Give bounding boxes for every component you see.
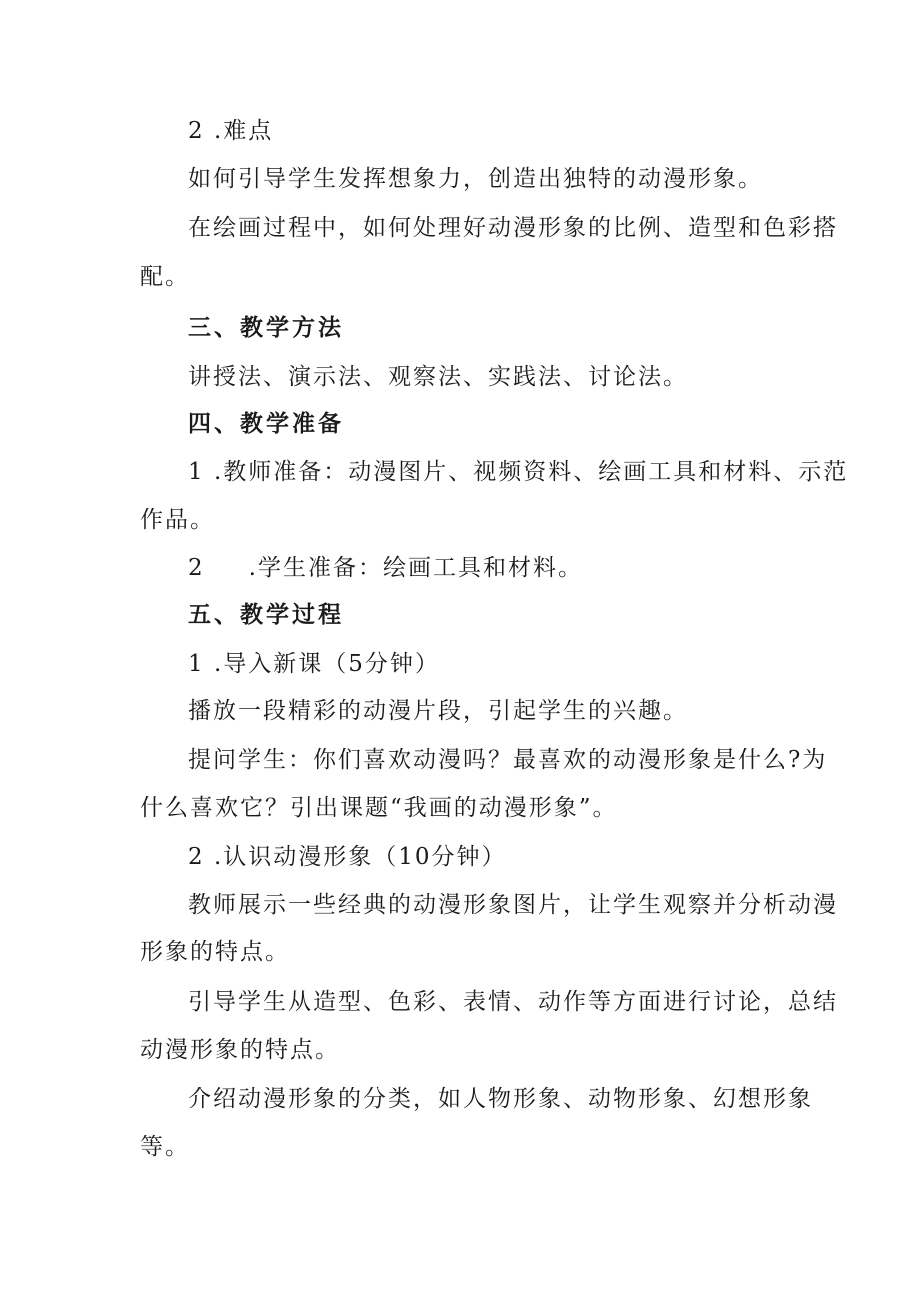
step-1-title: 1 .导入新课（5分钟） xyxy=(188,651,440,677)
student-preparation-text: .学生准备：绘画工具和材料。 xyxy=(248,555,583,581)
section-4-heading: 四、教学准备 xyxy=(188,410,344,437)
teacher-preparation-line-2: 作品。 xyxy=(140,507,215,533)
step-1-paragraph-2-line-2: 什么喜欢它？引出课题“我画的动漫形象”。 xyxy=(140,795,618,821)
step-2-paragraph-3-line-2: 等。 xyxy=(140,1134,190,1160)
section-5-heading: 五、教学过程 xyxy=(188,601,344,628)
step-2-paragraph-1-line-1: 教师展示一些经典的动漫形象图片，让学生观察并分析动漫 xyxy=(188,892,838,918)
section-3-heading: 三、教学方法 xyxy=(188,314,344,341)
section-3-content: 讲授法、演示法、观察法、实践法、讨论法。 xyxy=(188,364,688,390)
step-2-paragraph-2-line-2: 动漫形象的特点。 xyxy=(140,1037,340,1063)
step-2-paragraph-1-line-2: 形象的特点。 xyxy=(140,939,290,965)
step-1-paragraph-2-line-1: 提问学生：你们喜欢动漫吗？最喜欢的动漫形象是什么?为 xyxy=(188,747,828,773)
step-1-paragraph-1: 播放一段精彩的动漫片段，引起学生的兴趣。 xyxy=(188,698,688,724)
teacher-preparation-line-1: 1 .教师准备：动漫图片、视频资料、绘画工具和材料、示范 xyxy=(188,459,849,485)
difficulty-paragraph-1: 如何引导学生发挥想象力，创造出独特的动漫形象。 xyxy=(188,166,763,192)
step-2-paragraph-2-line-1: 引导学生从造型、色彩、表情、动作等方面进行讨论，总结 xyxy=(188,989,838,1015)
step-2-title: 2 .认识动漫形象（10分钟） xyxy=(188,844,507,870)
difficulty-paragraph-2-line-2: 配。 xyxy=(140,264,190,290)
difficulty-paragraph-2-line-1: 在绘画过程中，如何处理好动漫形象的比例、造型和色彩搭 xyxy=(188,215,838,241)
student-preparation-number: 2 xyxy=(188,555,205,581)
step-2-paragraph-3-line-1: 介绍动漫形象的分类，如人物形象、动物形象、幻想形象 xyxy=(188,1086,813,1112)
student-preparation xyxy=(188,553,583,583)
difficulty-title: 2 .难点 xyxy=(188,118,274,144)
